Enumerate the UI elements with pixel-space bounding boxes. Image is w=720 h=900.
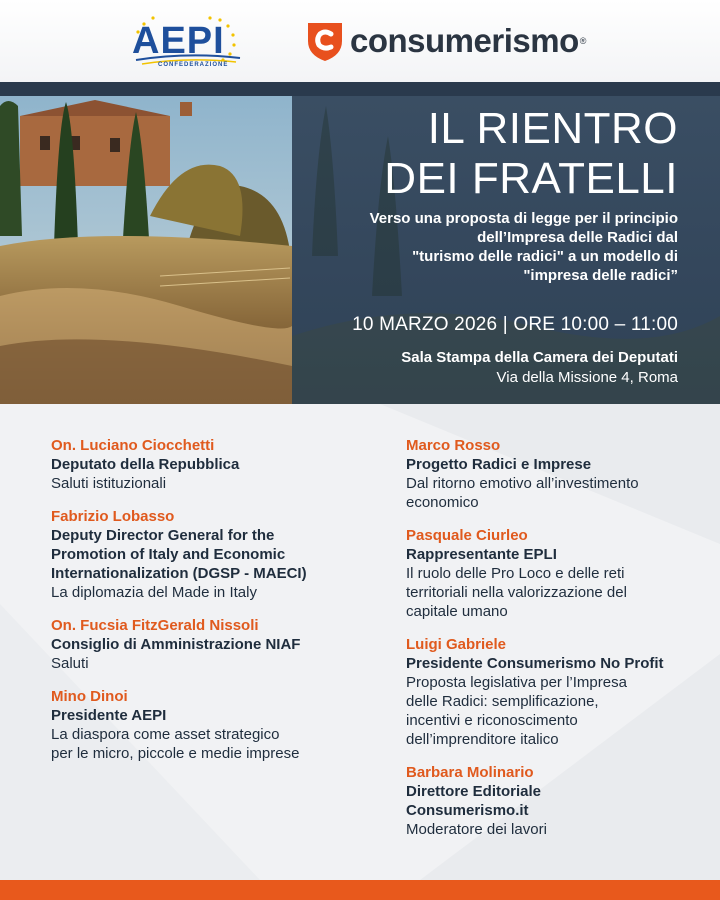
subtitle-line-1: Verso una proposta di legge per il principio xyxy=(369,210,678,227)
speaker-topic: capitale umano xyxy=(406,603,508,620)
event-title xyxy=(384,104,678,204)
speaker-entry xyxy=(51,436,371,493)
speaker-topic: per le micro, piccole e medie imprese xyxy=(51,745,300,762)
speaker-topic: delle Radici: semplificazione, xyxy=(406,693,599,710)
speaker-name: Mino Dinoi xyxy=(51,688,128,705)
speaker-role: Deputy Director General for the xyxy=(51,527,275,544)
consumerismo-shield-icon xyxy=(304,19,346,63)
subtitle-line-2: dell’Impresa delle Radici dal xyxy=(477,229,678,246)
speaker-role: Deputato della Repubblica xyxy=(51,456,240,473)
speaker-topic: Il ruolo delle Pro Loco e delle reti xyxy=(406,565,625,582)
speaker-topic: Saluti istituzionali xyxy=(51,475,167,492)
speaker-name: Pasquale Ciurleo xyxy=(406,527,528,544)
speaker-role: Consiglio di Amministrazione NIAF xyxy=(51,636,301,653)
speakers-right-column xyxy=(406,436,696,839)
subtitle-line-4: "impresa delle radici” xyxy=(523,267,678,284)
speaker-topic: La diplomazia del Made in Italy xyxy=(51,584,257,601)
header-logos xyxy=(0,0,720,82)
speaker-entry xyxy=(406,436,696,512)
speaker-topic: territoriali nella valorizzazione del xyxy=(406,584,627,601)
speaker-role: Progetto Radici e Imprese xyxy=(406,456,592,473)
speaker-entry xyxy=(406,763,696,839)
footer-accent-bar xyxy=(0,880,720,900)
subtitle-line-3: "turismo delle radici" a un modello di xyxy=(412,248,678,265)
speaker-role: Presidente Consumerismo No Profit xyxy=(406,655,664,672)
title-line-2: DEI FRATELLI xyxy=(384,154,678,203)
speakers-left-column xyxy=(51,436,371,763)
speaker-role: Rappresentante EPLI xyxy=(406,546,557,563)
speaker-topic: incentivi e riconoscimento xyxy=(406,712,578,729)
speaker-entry xyxy=(51,507,371,602)
aepi-subtitle: CONFEDERAZIONE xyxy=(158,62,229,68)
speaker-entry xyxy=(51,616,371,673)
speaker-entry xyxy=(51,687,371,763)
aepi-logo xyxy=(128,12,248,72)
registered-mark: ® xyxy=(579,36,587,46)
consumerismo-logo xyxy=(304,16,586,66)
speaker-role: Consumerismo.it xyxy=(406,802,529,819)
speaker-topic: Saluti xyxy=(51,655,89,672)
speaker-entry xyxy=(406,635,696,749)
speaker-name: Marco Rosso xyxy=(406,437,501,454)
speaker-entry xyxy=(406,526,696,621)
aepi-wordmark: AEPI xyxy=(132,20,225,62)
event-subtitle xyxy=(318,209,678,285)
speaker-role: Presidente AEPI xyxy=(51,707,167,724)
hero-top-strip xyxy=(0,82,720,96)
speaker-topic: dell’imprenditore italico xyxy=(406,731,559,748)
consumerismo-wordmark: consumerismo xyxy=(350,22,579,59)
hero-banner xyxy=(0,82,720,404)
speaker-name: Luigi Gabriele xyxy=(406,636,507,653)
speaker-name: On. Fucsia FitzGerald Nissoli xyxy=(51,617,259,634)
speaker-name: On. Luciano Ciocchetti xyxy=(51,437,215,454)
event-address: Via della Missione 4, Roma xyxy=(496,369,678,386)
speaker-topic: economico xyxy=(406,494,479,511)
speaker-topic: Moderatore dei lavori xyxy=(406,821,547,838)
speaker-topic: Dal ritorno emotivo all’investimento xyxy=(406,475,639,492)
speaker-topic: La diaspora come asset strategico xyxy=(51,726,280,743)
speaker-name: Barbara Molinario xyxy=(406,764,534,781)
event-venue: Sala Stampa della Camera dei Deputati xyxy=(401,349,678,366)
event-date-time: 10 MARZO 2026 | ORE 10:00 – 11:00 xyxy=(352,314,678,335)
speaker-role: Promotion of Italy and Economic xyxy=(51,546,286,563)
countryside-photo xyxy=(0,96,292,404)
title-line-1: IL RIENTRO xyxy=(427,104,678,153)
speaker-topic: Proposta legislativa per l’Impresa xyxy=(406,674,627,691)
speaker-role: Internationalization (DGSP - MAECI) xyxy=(51,565,307,582)
speaker-name: Fabrizio Lobasso xyxy=(51,508,175,525)
speaker-role: Direttore Editoriale xyxy=(406,783,542,800)
